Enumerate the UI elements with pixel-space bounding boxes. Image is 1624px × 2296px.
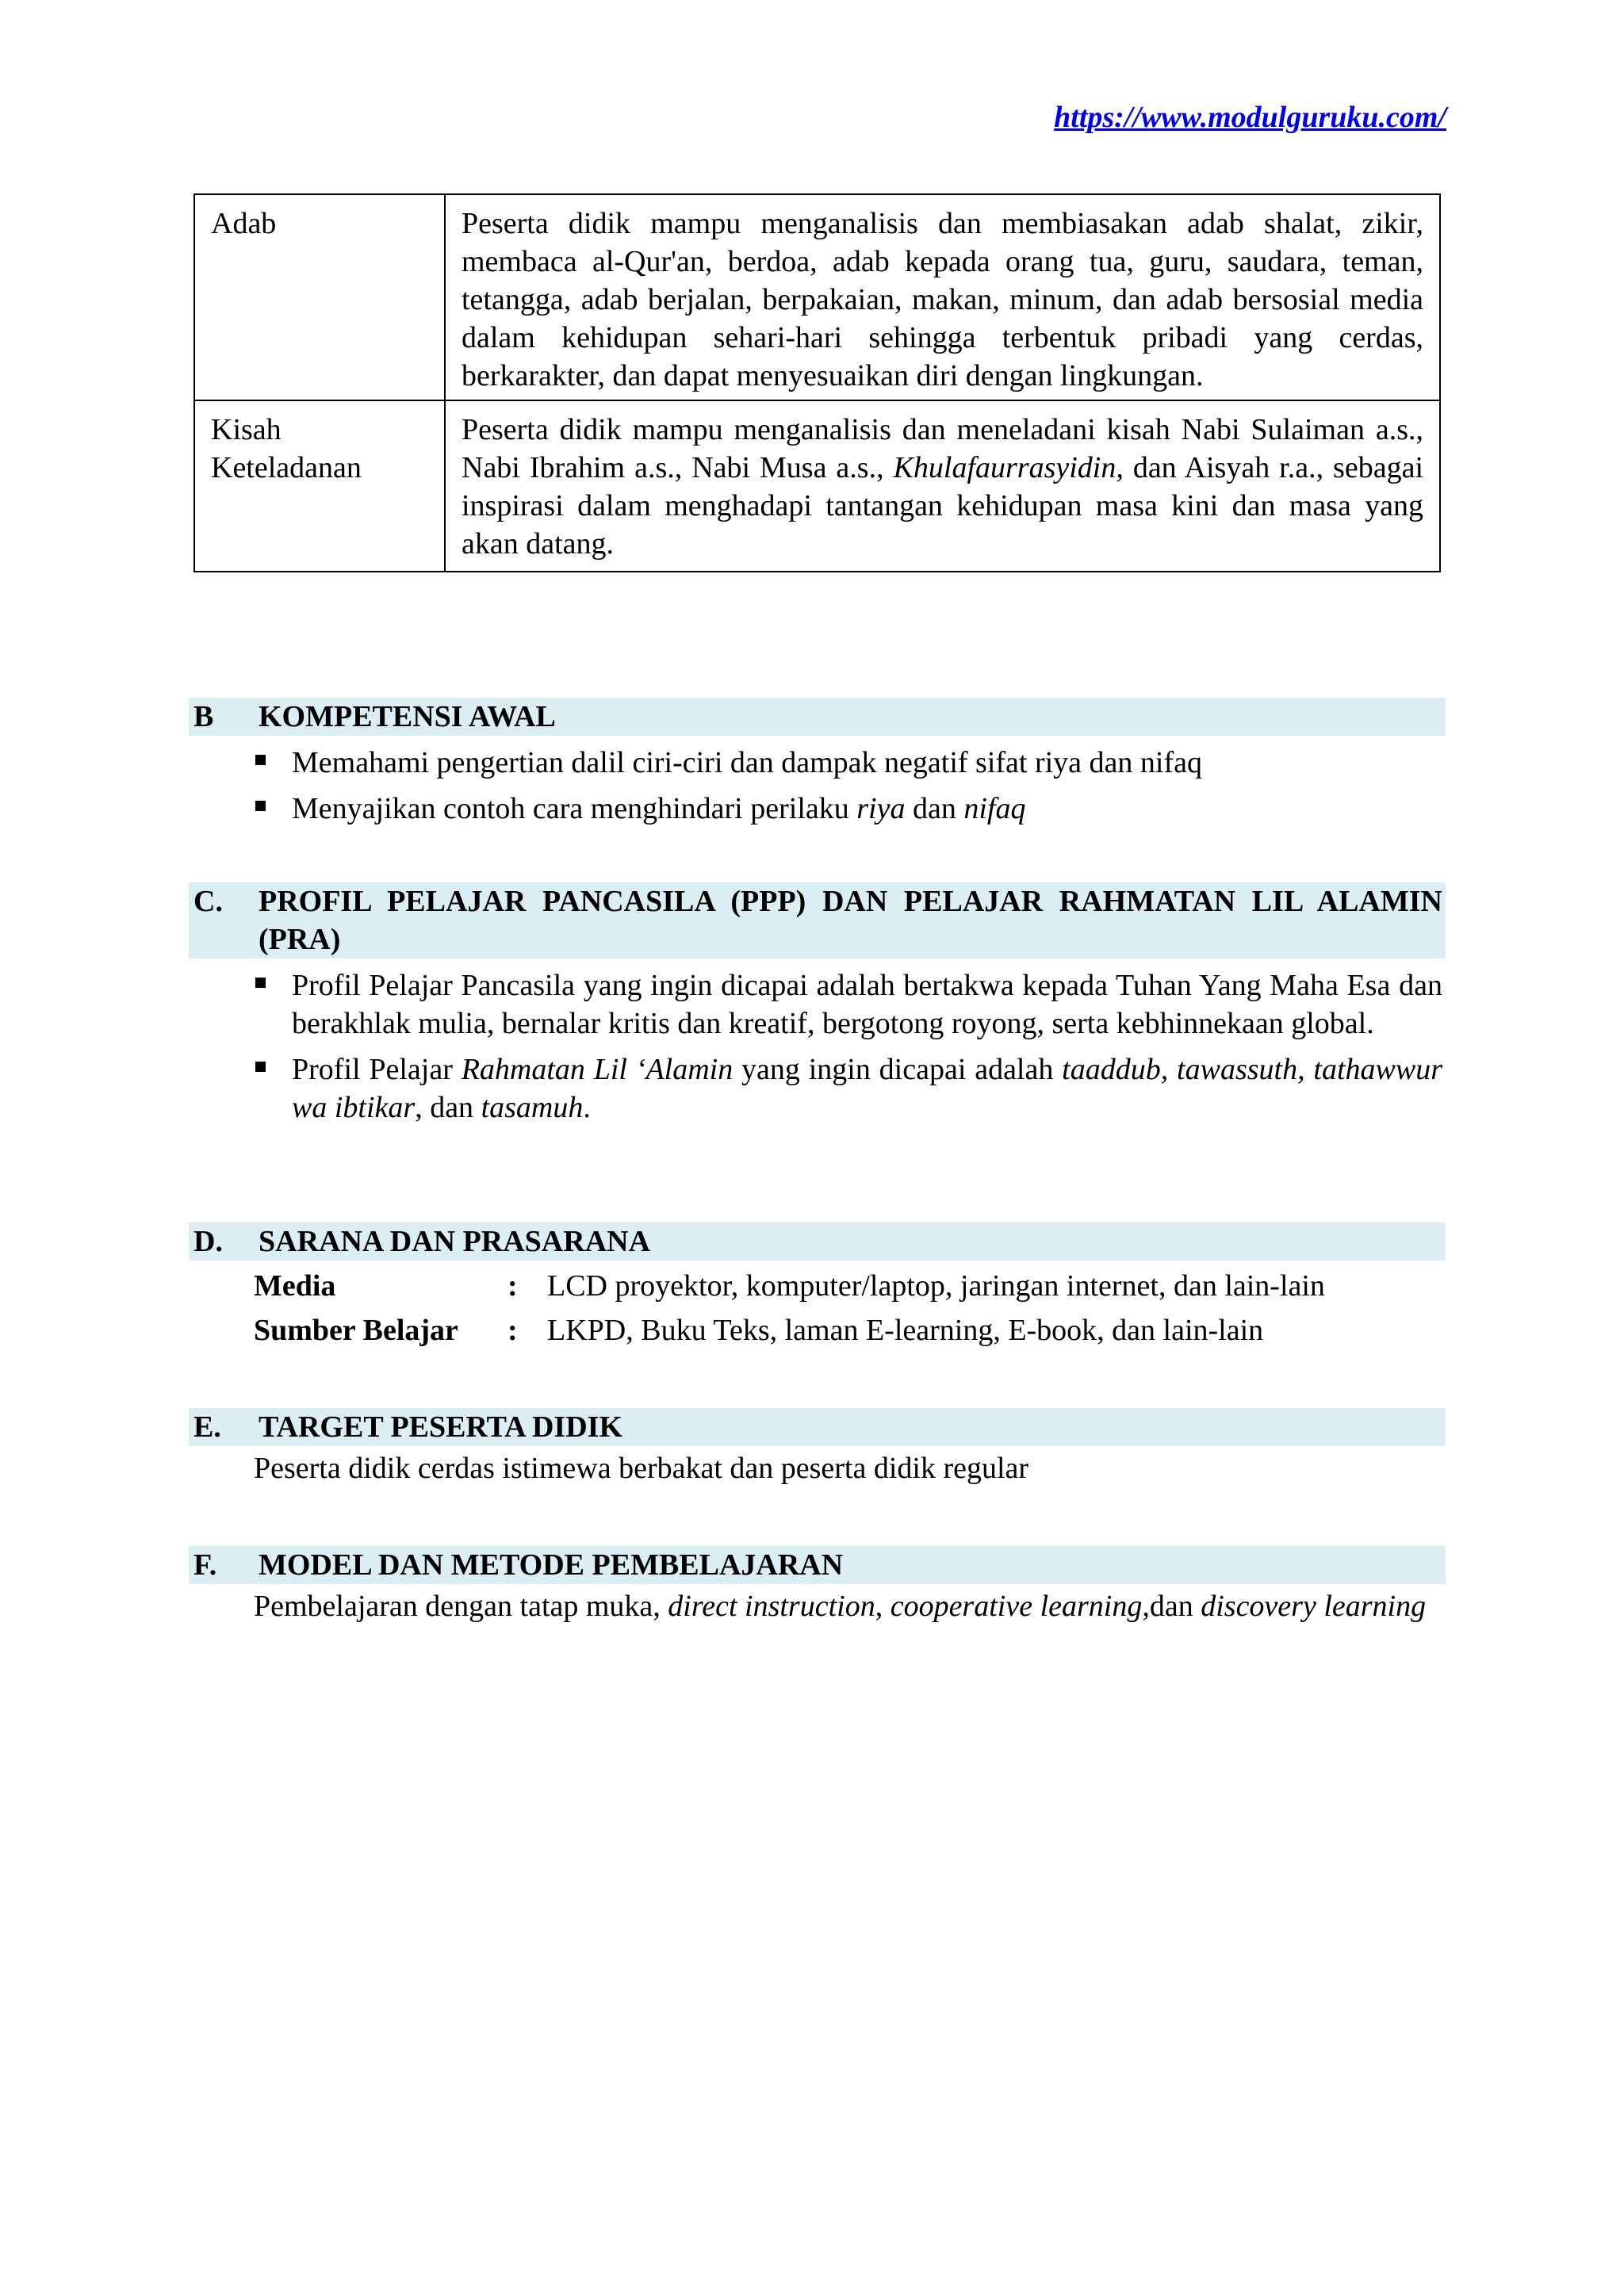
bullet-list <box>189 966 1446 1127</box>
row-value: Peserta didik mampu menganalisis dan membiasakan adab shalat, zikir, membaca al-Qur'an, berdoa, adab kepada orang tua, guru, saudara, teman, tetangga, adab berjalan, berpakaian, makan, minum, dan adab bersosial media dalam kehidupan sehari-hari sehingga terbentuk pribadi yang cerdas, berkarakter, dan dapat menyesuaikan diri dengan lingkungan. <box>462 207 1423 392</box>
section-letter: D. <box>193 1225 223 1258</box>
sumber-belajar-label: Sumber Belajar <box>254 1314 458 1347</box>
section-heading <box>189 1408 1446 1446</box>
sumber-belajar-value: LKPD, Buku Teks, laman E-learning, E-book, dan lain-lain <box>547 1314 1264 1347</box>
list-item-italic: taaddub, tawassuth, tathawwur wa ibtikar <box>292 1053 1442 1124</box>
row-key: Adab <box>211 207 277 240</box>
bullet-icon <box>255 978 266 988</box>
bullet-icon <box>255 801 266 811</box>
list-item <box>189 744 1446 782</box>
section-heading <box>189 1223 1446 1261</box>
row-value-part: dan Aisyah r.a., sebagai inspirasi dalam menghadapi tantangan kehidupan masa kini dan masa yang akan datang. <box>462 451 1423 561</box>
section-title: SARANA DAN PRASARANA <box>259 1225 651 1258</box>
table-value-cell <box>445 194 1440 400</box>
section-kompetensi-awal <box>189 698 1446 828</box>
section-body-text: Peserta didik cerdas istimewa berbakat dan peserta didik regular <box>254 1452 1029 1485</box>
section-profil-pelajar <box>189 882 1446 1127</box>
list-item-text: . <box>583 1091 591 1124</box>
media-colon: : <box>508 1269 518 1303</box>
section-letter: C. <box>193 885 223 918</box>
section-letter: E. <box>193 1410 221 1444</box>
row-value-part: Peserta didik mampu menganalisis dan meneladani kisah Nabi Sulaiman a.s., Nabi Ibrahim a.s., Nabi Musa a.s., <box>462 413 1423 484</box>
section-letter: F. <box>193 1548 217 1582</box>
table-row <box>194 194 1440 400</box>
table-key-cell <box>194 194 445 400</box>
bullet-list <box>189 744 1446 828</box>
list-item-text: , dan <box>415 1091 481 1124</box>
list-item-text: Menyajikan contoh cara menghindari perilaku <box>292 792 857 825</box>
header-url-link[interactable]: https://www.modulguruku.com/ <box>1054 101 1446 134</box>
list-item <box>189 966 1446 1043</box>
section-sarana-prasarana <box>189 1223 1446 1349</box>
bullet-icon <box>255 1062 266 1072</box>
list-item-text: dan <box>905 792 964 825</box>
section-model-metode <box>189 1546 1446 1625</box>
list-item <box>189 790 1446 828</box>
list-item-text: Memahami pengertian dalil ciri-ciri dan dampak negatif sifat riya dan nifaq <box>292 746 1202 779</box>
body-text-part: , <box>875 1590 891 1623</box>
body-text-part: ,dan <box>1142 1590 1201 1623</box>
body-text-italic: direct instruction <box>668 1590 875 1623</box>
section-letter: B <box>193 700 214 733</box>
competency-table <box>193 193 1441 572</box>
section-heading <box>189 882 1446 959</box>
list-item-text: yang ingin dicapai adalah <box>733 1053 1063 1086</box>
list-item-italic: Rahmatan Lil ‘Alamin <box>461 1053 733 1086</box>
section-heading <box>189 1546 1446 1584</box>
section-title: MODEL DAN METODE PEMBELAJARAN <box>259 1548 844 1582</box>
list-item-italic: riya <box>856 792 906 825</box>
body-text-italic: discovery learning <box>1201 1590 1427 1623</box>
body-text-italic: cooperative learning <box>890 1590 1143 1623</box>
row-value-italic: Khulafaurrasyidin, <box>893 451 1124 484</box>
media-value: LCD proyektor, komputer/laptop, jaringan internet, dan lain-lain <box>547 1269 1325 1303</box>
table-key-cell <box>194 400 445 572</box>
media-label: Media <box>254 1269 336 1303</box>
list-item <box>189 1050 1446 1127</box>
bullet-icon <box>255 755 266 765</box>
sumber-belajar-row <box>189 1311 1446 1349</box>
section-title: TARGET PESERTA DIDIK <box>259 1410 623 1444</box>
body-text-part: Pembelajaran dengan tatap muka, <box>254 1590 668 1623</box>
list-item-italic: tasamuh <box>481 1091 584 1124</box>
list-item-text: Profil Pelajar <box>292 1053 462 1086</box>
section-target-peserta-didik <box>189 1408 1446 1487</box>
table-value-cell <box>445 400 1440 572</box>
list-item-text: Profil Pelajar Pancasila yang ingin dicapai adalah bertakwa kepada Tuhan Yang Maha Esa dan berakhlak mulia, bernalar kritis dan kreatif, bergotong royong, serta kebhinnekaan global. <box>292 969 1442 1040</box>
sumber-belajar-colon: : <box>508 1314 518 1347</box>
section-body-text <box>189 1587 1446 1625</box>
media-row <box>189 1267 1446 1305</box>
section-heading <box>189 698 1446 736</box>
row-key-line1: Kisah <box>211 413 282 446</box>
table-row <box>194 400 1440 572</box>
list-item-italic: nifaq <box>963 792 1026 825</box>
section-title: KOMPETENSI AWAL <box>259 700 556 733</box>
row-key-line2: Keteladanan <box>211 451 362 484</box>
section-title: PROFIL PELAJAR PANCASILA (PPP) DAN PELAJAR RAHMATAN LIL ALAMIN (PRA) <box>259 885 1442 956</box>
